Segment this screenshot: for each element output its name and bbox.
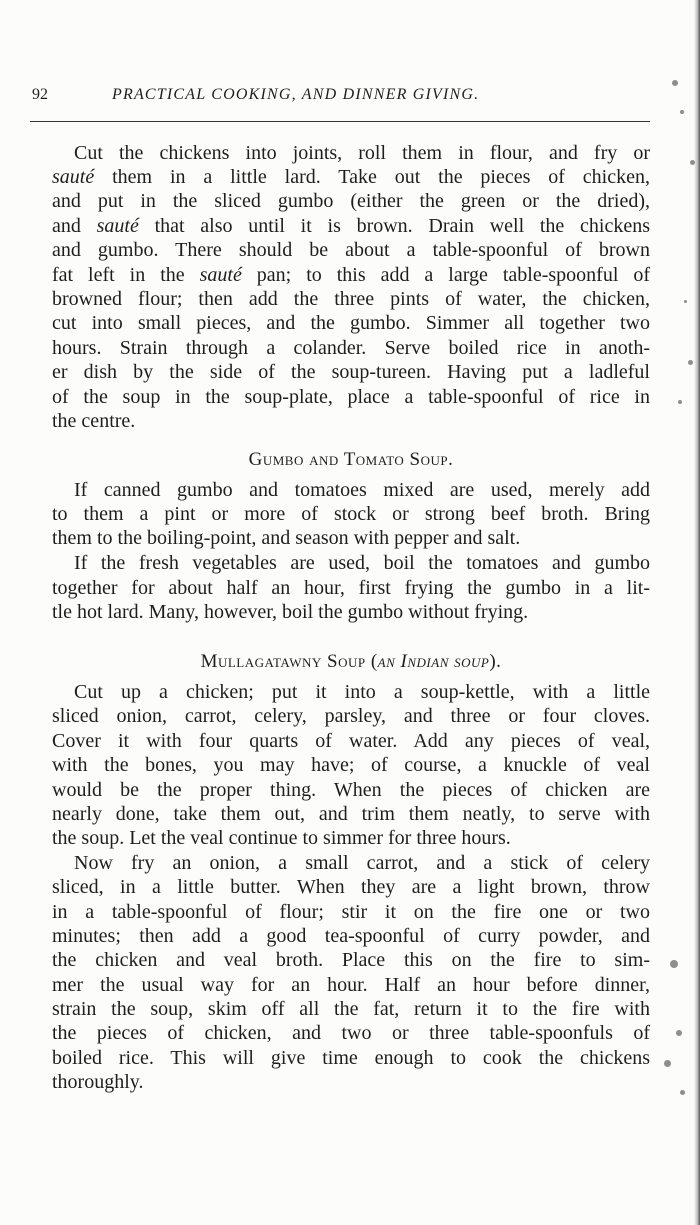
- text-segment: thoroughly.: [52, 1071, 144, 1093]
- italic-text: sauté: [52, 166, 95, 188]
- italic-text: sauté: [199, 264, 242, 286]
- text-line: [52, 576, 650, 600]
- text-segment: hours. Strain through a colander. Serve boiled rice in anoth-: [52, 337, 650, 359]
- scan-speck: [688, 360, 693, 365]
- text-segment: the centre.: [52, 410, 136, 432]
- text-segment: Gumbo and Tomato Soup.: [248, 449, 454, 470]
- text-segment: If canned gumbo and tomatoes mixed are used, merely add: [74, 479, 650, 501]
- running-header: [32, 86, 652, 110]
- text-line: [52, 526, 650, 550]
- text-segment: browned flour; then add the three pints of water, the chicken,: [52, 288, 650, 310]
- text-line: [52, 826, 650, 850]
- text-line: [52, 704, 650, 728]
- text-line: [52, 997, 650, 1021]
- scan-speck: [664, 1060, 671, 1067]
- text-line: [52, 875, 650, 899]
- text-segment: the chicken and veal broth. Place this on the fire to sim-: [52, 949, 650, 971]
- header-rule: [30, 121, 650, 122]
- text-line: [52, 778, 650, 802]
- text-segment: boiled rice. This will give time enough to cook the chickens: [52, 1047, 650, 1069]
- text-line: [52, 214, 650, 238]
- text-line: [52, 729, 650, 753]
- scan-speck: [676, 1030, 682, 1036]
- text-segment: Cover it with four quarts of water. Add any pieces of veal,: [52, 730, 650, 752]
- text-segment: sliced, in a little butter. When they are a light brown, throw: [52, 876, 650, 898]
- text-segment: to them a pint or more of stock or strong beef broth. Bring: [52, 503, 650, 525]
- scan-edge: [694, 0, 700, 1225]
- text-segment: Now fry an onion, a small carrot, and a stick of celery: [74, 852, 650, 874]
- text-segment: of the soup in the soup-plate, place a table-spoonful of rice in: [52, 386, 650, 408]
- section-heading: [52, 650, 650, 674]
- scan-speck: [684, 300, 687, 303]
- text-line: [52, 753, 650, 777]
- text-line: [52, 385, 650, 409]
- text-line: [52, 680, 650, 704]
- text-line: [52, 336, 650, 360]
- scan-speck: [670, 960, 678, 968]
- scan-speck: [690, 160, 695, 165]
- text-line: [52, 502, 650, 526]
- text-segment: the soup. Let the veal continue to simmer for three hours.: [52, 827, 511, 849]
- text-segment: and: [52, 215, 97, 237]
- text-line: [52, 311, 650, 335]
- text-segment: strain the soup, skim off all the fat, return it to the fire with: [52, 998, 650, 1020]
- text-segment: the pieces of chicken, and two or three table-spoonfuls of: [52, 1022, 650, 1044]
- text-segment: ).: [489, 651, 502, 672]
- text-segment: pan; to this add a large table-spoonful of: [241, 264, 651, 286]
- text-segment: them to the boiling-point, and season with pepper and salt.: [52, 527, 521, 549]
- text-segment: Cut up a chicken; put it into a soup-kettle, with a little: [74, 681, 650, 703]
- text-line: [52, 900, 650, 924]
- text-segment: nearly done, take them out, and trim them neatly, to serve with: [52, 803, 650, 825]
- text-segment: with the bones, you may have; of course, a knuckle of veal: [52, 754, 650, 776]
- scan-speck: [680, 110, 684, 114]
- italic-text: an Indian soup: [377, 651, 490, 672]
- text-line: [52, 141, 650, 165]
- text-line: [52, 165, 650, 189]
- text-segment: and gumbo. There should be about a table-spoonful of brown: [52, 239, 650, 261]
- text-line: [52, 851, 650, 875]
- text-segment: would be the proper thing. When the pieces of chicken are: [52, 779, 650, 801]
- text-line: [52, 409, 650, 433]
- page-number: 92: [32, 86, 48, 103]
- text-line: [52, 1070, 650, 1094]
- text-line: [52, 478, 650, 502]
- running-title: PRACTICAL COOKING, AND DINNER GIVING.: [112, 86, 480, 103]
- text-line: [52, 360, 650, 384]
- text-segment: minutes; then add a good tea-spoonful of curry powder, and: [52, 925, 650, 947]
- text-line: [52, 600, 650, 624]
- text-line: [52, 1046, 650, 1070]
- text-line: [52, 1021, 650, 1045]
- text-segment: er dish by the side of the soup-tureen. Having put a ladleful: [52, 361, 650, 383]
- text-line: [52, 924, 650, 948]
- scan-speck: [672, 80, 678, 86]
- text-segment: together for about half an hour, first frying the gumbo in a lit-: [52, 577, 650, 599]
- text-segment: that also until it is brown. Drain well the chickens: [138, 215, 650, 237]
- text-line: [52, 238, 650, 262]
- text-line: [52, 802, 650, 826]
- text-segment: in a table-spoonful of flour; stir it on the fire one or two: [52, 901, 650, 923]
- text-segment: mer the usual way for an hour. Half an hour before dinner,: [52, 974, 650, 996]
- text-segment: Cut the chickens into joints, roll them in flour, and fry or: [74, 142, 650, 164]
- scan-speck: [678, 400, 682, 404]
- text-line: [52, 551, 650, 575]
- text-line: [52, 287, 650, 311]
- italic-text: sauté: [96, 215, 139, 237]
- text-line: [52, 189, 650, 213]
- text-segment: sliced onion, carrot, celery, parsley, and three or four cloves.: [52, 705, 650, 727]
- text-segment: them in a little lard. Take out the pieces of chicken,: [94, 166, 650, 188]
- text-segment: and put in the sliced gumbo (either the green or the dried),: [52, 190, 650, 212]
- section-heading: [52, 448, 650, 472]
- text-line: [52, 263, 650, 287]
- text-segment: tle hot lard. Many, however, boil the gumbo without frying.: [52, 601, 529, 623]
- text-segment: If the fresh vegetables are used, boil the tomatoes and gumbo: [74, 552, 650, 574]
- text-segment: fat left in the: [52, 264, 200, 286]
- scan-speck: [680, 1090, 685, 1095]
- text-segment: cut into small pieces, and the gumbo. Simmer all together two: [52, 312, 650, 334]
- text-segment: Mullagatawny Soup (: [200, 651, 378, 672]
- text-line: [52, 948, 650, 972]
- text-line: [52, 973, 650, 997]
